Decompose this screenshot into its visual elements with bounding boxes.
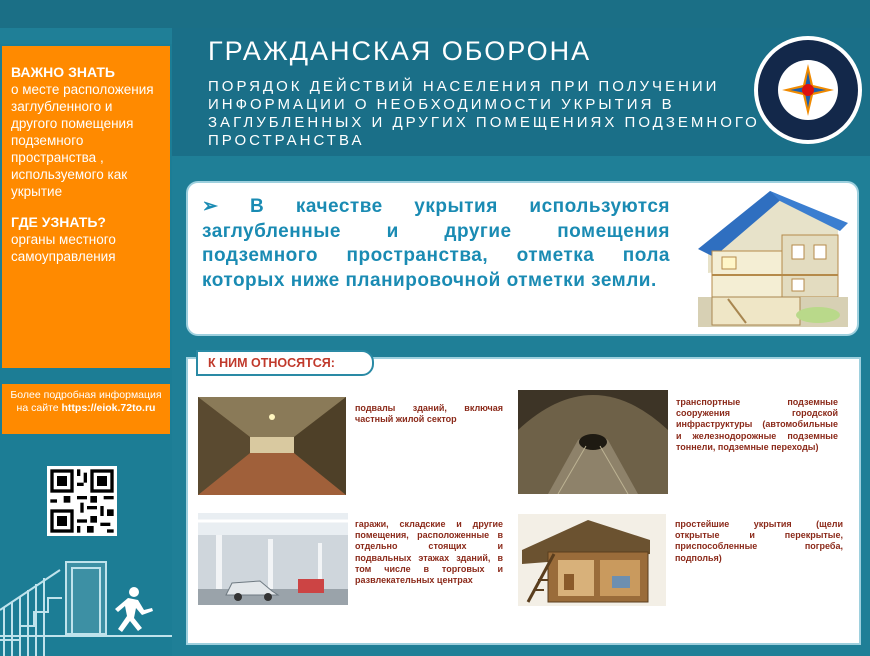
more-info-link[interactable]: https://eiok.72to.ru — [61, 402, 156, 414]
page-subtitle: ПОРЯДОК ДЕЙСТВИЙ НАСЕЛЕНИЯ ПРИ ПОЛУЧЕНИИ ИНФОРМАЦИИ О НЕОБХОДИМОСТИ УКРЫТИЯ В ЗАГЛУБЛЕННЫХ И ДРУГИХ ПОМЕЩЕНИЯХ ПОДЗЕМНОГО ПРОСТРАНСТВА — [208, 78, 760, 149]
simple-shelter-photo — [518, 514, 666, 606]
house-cutaway-illustration — [688, 187, 856, 331]
where-text: органы местного самоуправления — [11, 232, 116, 264]
top-band — [0, 0, 870, 28]
intro-card — [186, 181, 859, 336]
item-garage-text: гаражи, складские и другие помещения, расположенные в отдельно стоящих и подвальных этажах зданий, в том числе в торговых и развлекательных центрах — [355, 519, 503, 586]
parking-garage-photo — [198, 513, 348, 605]
more-info-prefix: на сайте — [16, 402, 62, 414]
exit-runner-illustration — [0, 548, 172, 656]
tunnel-photo — [518, 390, 668, 494]
page-title: ГРАЖДАНСКАЯ ОБОРОНА — [208, 36, 592, 66]
item-basement-text: подвалы зданий, включая частный жилой сектор — [355, 403, 503, 425]
intro-text: В качестве укрытия используются заглубленные и другие помещения подземного пространства, отметка пола которых ниже планировочной отметки земли. — [202, 196, 671, 291]
important-heading: ВАЖНО ЗНАТЬ — [11, 64, 115, 80]
important-text: о месте расположения заглубленного и другого помещения подземного пространства , используемого как укрытие — [11, 82, 154, 199]
where-heading: ГДЕ УЗНАТЬ? — [11, 214, 106, 230]
basement-photo — [198, 397, 346, 495]
more-info-text: Более подробная информация — [10, 389, 162, 401]
section-tag: К НИМ ОТНОСЯТСЯ: — [196, 350, 374, 376]
more-info-box — [2, 384, 170, 434]
bullet-arrow-icon: ➢ — [202, 196, 219, 217]
emchs-emblem-logo — [752, 34, 864, 146]
important-info-box — [2, 46, 170, 368]
item-shelter-text: простейшие укрытия (щели открытые и перекрытые, приспособленные погреба, подполья) — [675, 519, 843, 563]
header — [172, 28, 870, 156]
item-tunnel-text: транспортные подземные сооружения городской инфраструктуры (автомобильные и железнодорожные подземные тоннели, подземные переходы) — [676, 397, 838, 452]
qr-code[interactable] — [47, 466, 117, 536]
